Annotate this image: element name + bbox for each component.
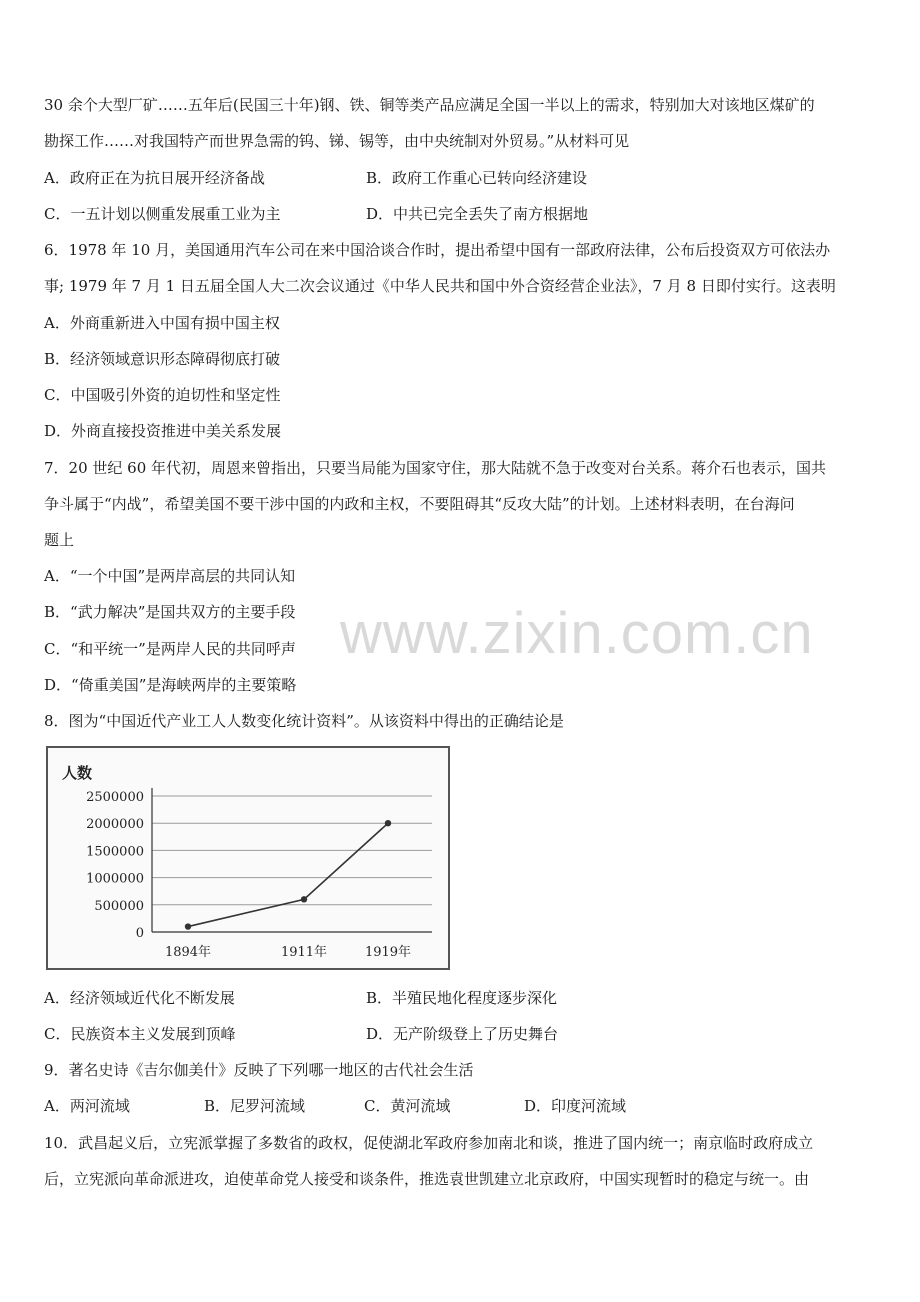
q5-option-a[interactable]: A．政府正在为抗日展开经济备战 — [44, 169, 265, 187]
q6-stem-line-1: 6．1978 年 10 月，美国通用汽车公司在来中国洽谈合作时，提出希望中国有一部政府法律，公布后投资双方可依法办 — [44, 241, 831, 259]
q5-option-d[interactable]: D．中共已完全丢失了南方根据地 — [366, 205, 589, 223]
q7-stem-line-3: 题上 — [44, 531, 75, 549]
x-tick-label: 1894年 — [164, 945, 212, 960]
q7-stem-line-1: 7．20 世纪 60 年代初，周恩来曾指出，只要当局能为国家守住，那大陆就不急于改变对台关系。蒋介石也表示，国共 — [44, 459, 827, 477]
q10-stem-line-1: 10．武昌起义后，立宪派掌握了多数省的政权，促使湖北军政府参加南北和谈，推进了国内统一；南京临时政府成立 — [44, 1134, 814, 1152]
data-point — [185, 923, 191, 929]
q5-option-c[interactable]: C．一五计划以侧重发展重工业为主 — [44, 205, 281, 223]
q7-stem-line-2: 争斗属于“内战”，希望美国不要干涉中国的内政和主权，不要阻碍其“反攻大陆”的计划。上述材料表明，在台海问 — [44, 495, 795, 513]
y-tick-label: 2500000 — [86, 790, 144, 805]
chart-svg — [48, 748, 448, 968]
q9-stem: 9．著名史诗《吉尔伽美什》反映了下列哪一地区的古代社会生活 — [44, 1061, 474, 1079]
data-point — [301, 896, 307, 902]
x-tick-label: 1911年 — [280, 945, 328, 960]
q8-option-b[interactable]: B．半殖民地化程度逐步深化 — [366, 989, 558, 1007]
q6-option-c[interactable]: C．中国吸引外资的迫切性和坚定性 — [44, 386, 281, 404]
q9-option-a[interactable]: A．两河流域 — [44, 1097, 130, 1115]
q9-option-c[interactable]: C．黄河流域 — [364, 1097, 451, 1115]
q8-option-d[interactable]: D．无产阶级登上了历史舞台 — [366, 1025, 559, 1043]
q6-option-b[interactable]: B．经济领域意识形态障碍彻底打破 — [44, 350, 281, 368]
x-tick-label: 1919年 — [364, 945, 412, 960]
y-tick-label: 2000000 — [86, 817, 144, 833]
q7-option-c[interactable]: C．“和平统一”是两岸人民的共同呼声 — [44, 640, 296, 658]
q7-option-a[interactable]: A．“一个中国”是两岸高层的共同认知 — [44, 567, 296, 585]
y-tick-label: 500000 — [94, 898, 144, 914]
watermark: www.zixin.com.cn — [340, 601, 814, 666]
q6-stem-line-2: 事; 1979 年 7 月 1 日五届全国人大二次会议通过《中华人民共和国中外合资经营企业法》，7 月 8 日即付实行。这表明 — [44, 277, 836, 295]
q6-option-d[interactable]: D．外商直接投资推进中美关系发展 — [44, 422, 282, 440]
q9-option-b[interactable]: B．尼罗河流域 — [204, 1097, 306, 1115]
q5-stem-line-1: 30 余个大型厂矿……五年后(民国三十年)钢、铁、铜等类产品应满足全国一半以上的需求，特别加大对该地区煤矿的 — [44, 96, 815, 114]
y-tick-label: 1000000 — [86, 871, 144, 887]
q5-stem-line-2: 勘探工作……对我国特产而世界急需的钨、锑、锡等，由中央统制对外贸易。”从材料可见 — [44, 132, 630, 150]
y-tick-label: 1500000 — [86, 844, 144, 860]
q8-option-c[interactable]: C．民族资本主义发展到顶峰 — [44, 1025, 236, 1043]
q10-stem-line-2: 后，立宪派向革命派进攻，迫使革命党人接受和谈条件，推选袁世凯建立北京政府，中国实现暂时的稳定与统一。由 — [44, 1170, 810, 1188]
q9-option-d[interactable]: D．印度河流域 — [524, 1097, 627, 1115]
q5-option-b[interactable]: B．政府工作重心已转向经济建设 — [366, 169, 588, 187]
series-line — [188, 823, 388, 926]
q7-option-b[interactable]: B．“武力解决”是国共双方的主要手段 — [44, 603, 296, 621]
y-tick-label: 0 — [135, 926, 144, 941]
worker-count-chart — [46, 746, 450, 970]
data-point — [385, 820, 391, 826]
q8-stem: 8．图为“中国近代产业工人人数变化统计资料”。从该资料中得出的正确结论是 — [44, 712, 564, 730]
q7-option-d[interactable]: D．“倚重美国”是海峡两岸的主要策略 — [44, 676, 297, 694]
q6-option-a[interactable]: A．外商重新进入中国有损中国主权 — [44, 314, 280, 332]
q8-option-a[interactable]: A．经济领域近代化不断发展 — [44, 989, 235, 1007]
y-axis-label: 人数 — [62, 764, 93, 782]
